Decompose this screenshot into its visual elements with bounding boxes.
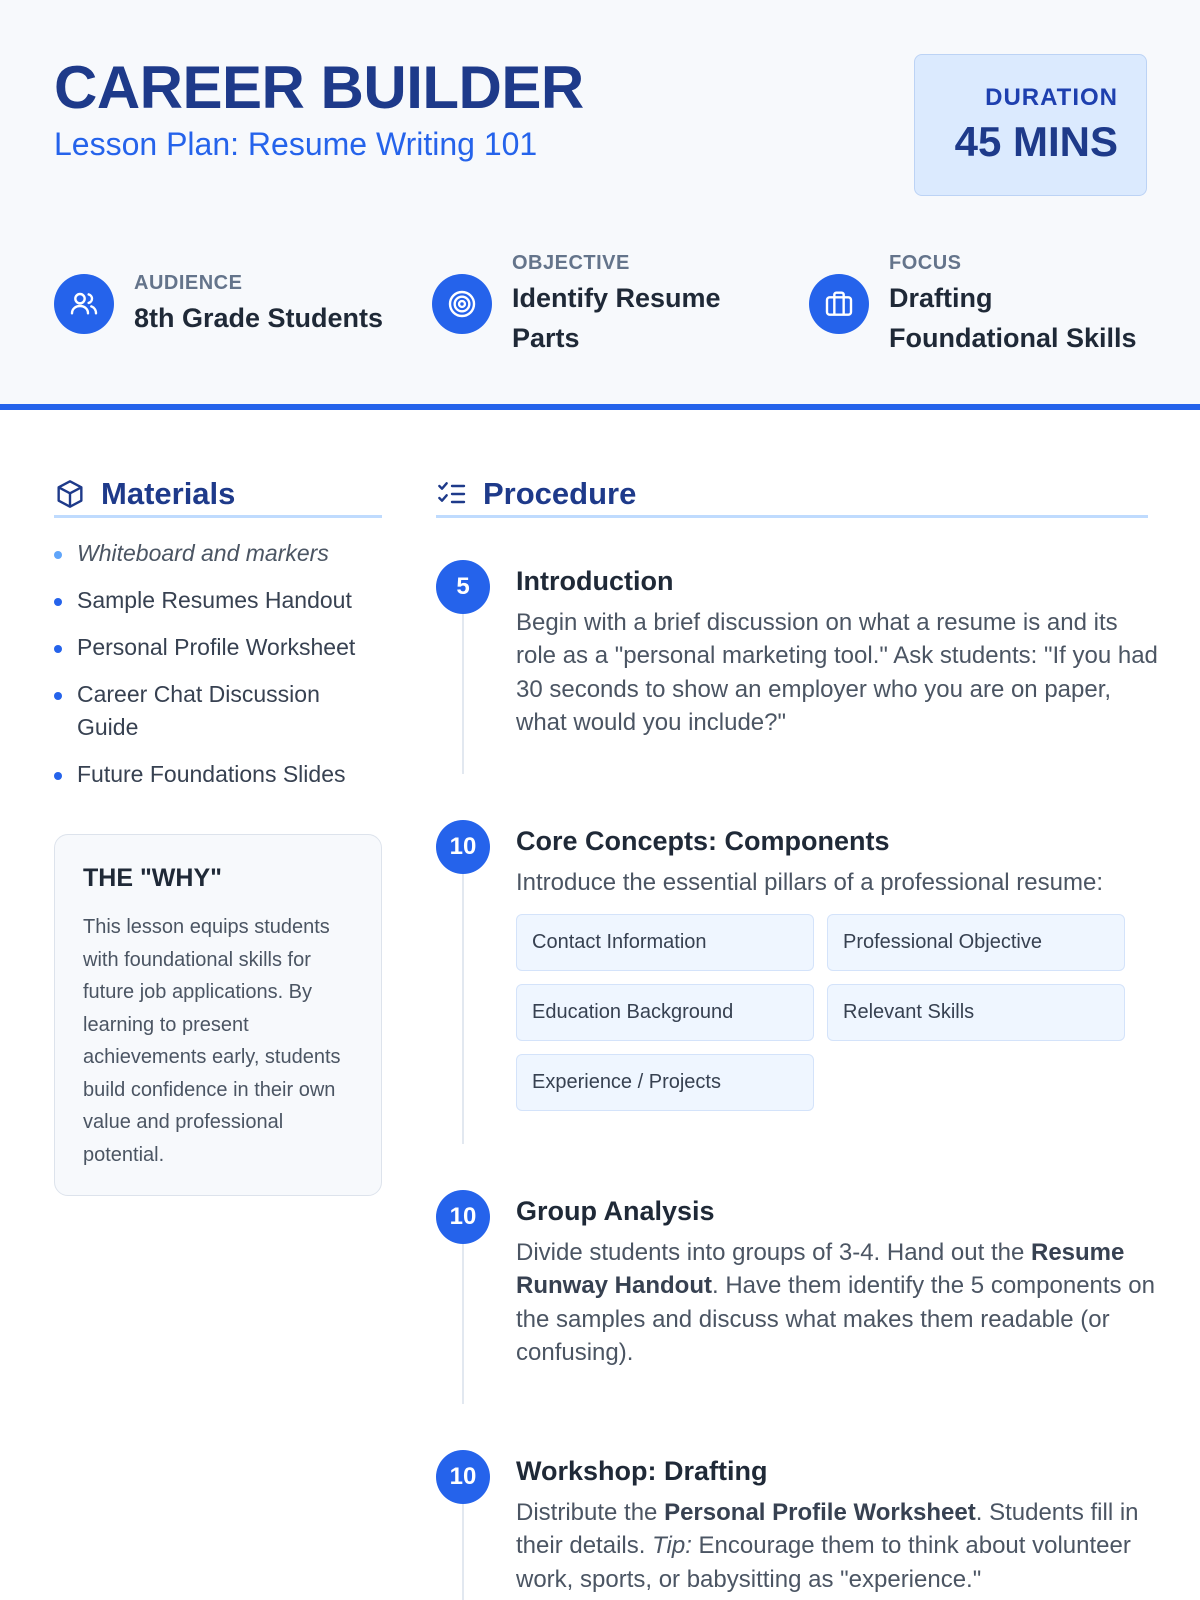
step-description: Introduce the essential pillars of a professional resume: — [516, 869, 1103, 896]
duration-label: DURATION — [985, 84, 1118, 111]
procedure-title: Procedure — [483, 476, 637, 511]
worksheet-name: Personal Profile Worksheet — [664, 1499, 976, 1526]
step-minutes-badge: 10 — [436, 1450, 490, 1504]
why-card — [54, 834, 382, 1196]
timeline-connector — [462, 614, 464, 774]
why-title: THE "WHY" — [83, 864, 222, 892]
duration-card — [914, 54, 1147, 196]
list-item: Future Foundations Slides — [54, 758, 384, 791]
step-title: Core Concepts: Components — [516, 826, 890, 856]
audience-label: AUDIENCE — [134, 272, 243, 294]
pillar-chip: Education Background — [516, 984, 814, 1041]
page-subtitle: Lesson Plan: Resume Writing 101 — [54, 126, 538, 162]
objective-value-line2: Parts — [512, 323, 580, 353]
step-description: Begin with a brief discussion on what a resume is and its role as a "personal marketing tool." Ask students: "If you had 30 seconds to show an employer who you are on paper, what would you include?" — [516, 609, 1158, 736]
step-minutes-badge: 5 — [436, 560, 490, 614]
cube-icon — [54, 478, 86, 510]
pillar-chip: Relevant Skills — [827, 984, 1125, 1041]
procedure-heading — [436, 474, 1148, 518]
tip-label: Tip: — [652, 1532, 692, 1560]
objective-value-line1: Identify Resume — [512, 283, 721, 313]
checklist-icon — [436, 478, 468, 510]
duration-value: 45 MINS — [954, 118, 1118, 165]
step-description: Distribute the Personal Profile Worksheet. Students fill in their details. Tip: Encourage them to think about volunteer work, sports, or babysitting as "experience." — [516, 1499, 1139, 1593]
target-icon — [432, 274, 492, 334]
briefcase-icon — [809, 274, 869, 334]
audience-value: 8th Grade Students — [134, 303, 384, 333]
materials-heading — [54, 474, 382, 518]
list-item: Personal Profile Worksheet — [54, 631, 384, 664]
step-description: Divide students into groups of 3-4. Hand out the Resume Runway Handout. Have them identify the 5 components on the samples and discuss what makes them readable (or confusing). — [516, 1239, 1155, 1366]
pillar-chip: Professional Objective — [827, 914, 1125, 971]
focus-value-line1: Drafting — [889, 283, 993, 313]
timeline-connector — [462, 1244, 464, 1404]
focus-value-line2: Foundational Skills — [889, 323, 1137, 353]
objective-label: OBJECTIVE — [512, 252, 630, 274]
why-text: This lesson equips students with foundational skills for future job applications. By learning to present achievements early, students build confidence in their own value and professional potential. — [83, 916, 341, 1166]
handout-name: Resume Runway Handout — [516, 1239, 1125, 1300]
page-title: CAREER BUILDER — [54, 54, 584, 121]
list-item: Career Chat Discussion Guide — [54, 678, 384, 744]
materials-list — [54, 537, 384, 805]
step-title: Group Analysis — [516, 1196, 715, 1226]
step-title: Introduction — [516, 566, 674, 596]
materials-title: Materials — [101, 476, 236, 511]
pillar-chip: Experience / Projects — [516, 1054, 814, 1111]
step-title: Workshop: Drafting — [516, 1456, 768, 1486]
list-item: Whiteboard and markers — [54, 537, 384, 570]
focus-label: FOCUS — [889, 252, 962, 274]
lesson-header — [0, 0, 1200, 410]
list-item: Sample Resumes Handout — [54, 584, 384, 617]
step-minutes-badge: 10 — [436, 820, 490, 874]
step-minutes-badge: 10 — [436, 1190, 490, 1244]
users-icon — [54, 274, 114, 334]
timeline-connector — [462, 1504, 464, 1600]
timeline-connector — [462, 874, 464, 1144]
pillar-chip: Contact Information — [516, 914, 814, 971]
